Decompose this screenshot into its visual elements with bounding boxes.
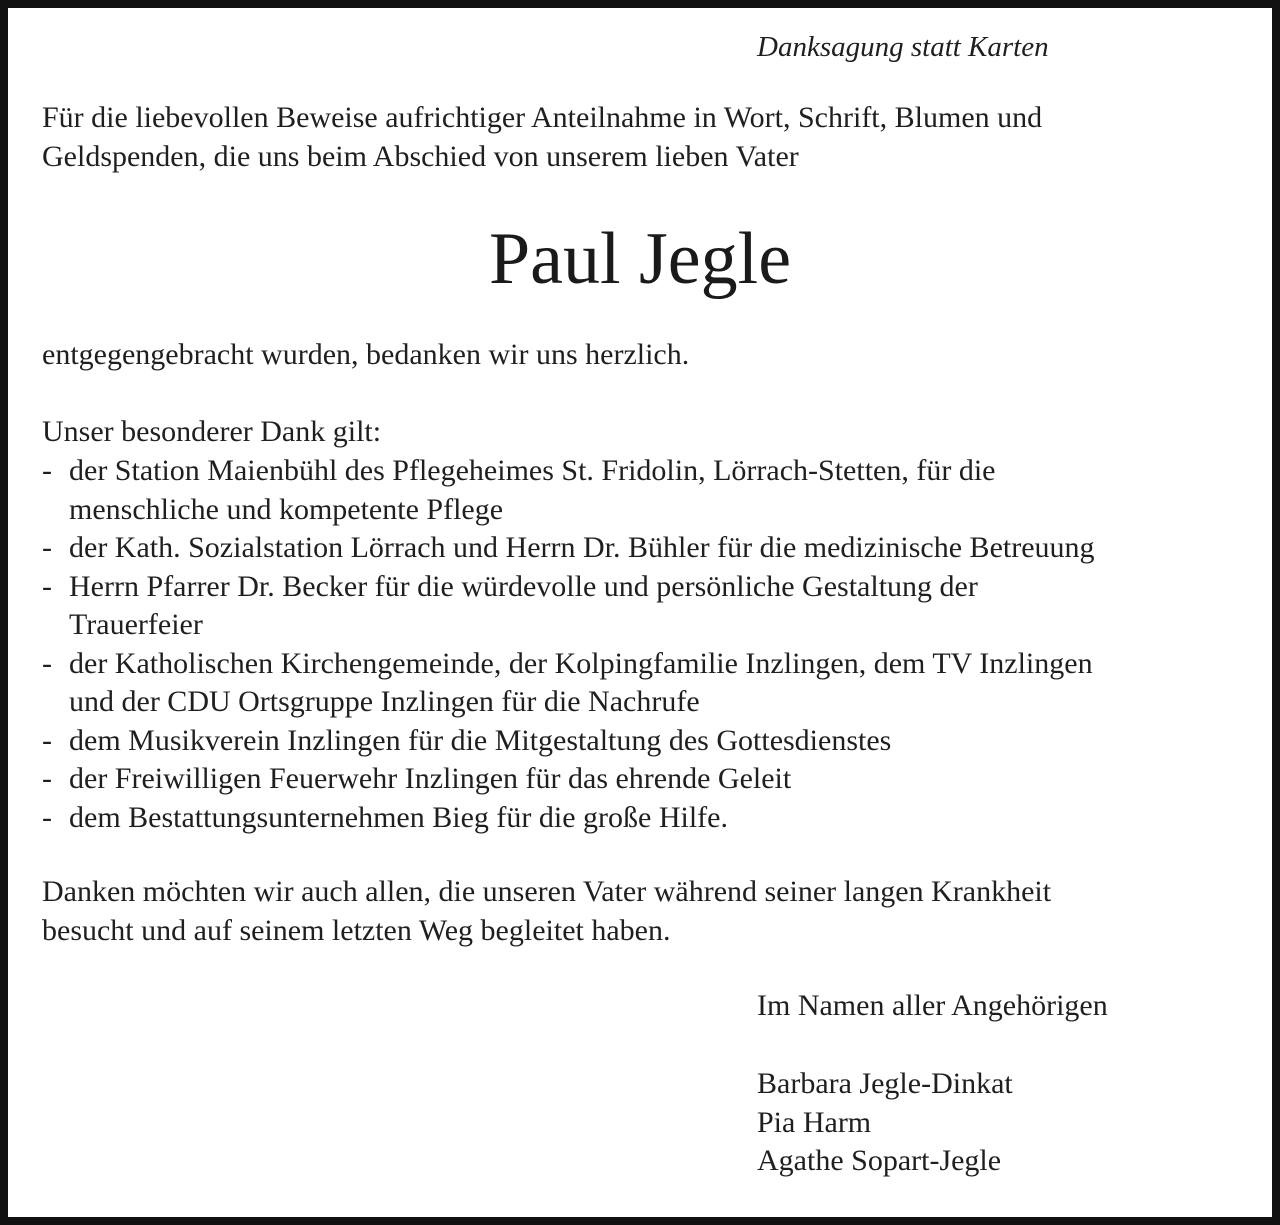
list-item: [42, 799, 1242, 838]
list-item: [42, 760, 1242, 799]
bullet-dash: -: [42, 723, 52, 757]
closing-paragraph: [42, 873, 1051, 950]
intro-line: Für die liebevollen Beweise aufrichtiger Anteilnahme in Wort, Schrift, Blumen und: [42, 101, 1043, 134]
deceased-name: Paul Jegle: [488, 218, 792, 300]
thanks-statement: entgegengebracht wurden, bedanken wir uns herzlich.: [42, 338, 690, 371]
list-item: [42, 568, 1242, 645]
list-item-line: und der CDU Ortsgruppe Inzlingen für die Nachrufe: [69, 685, 700, 718]
signatory-name: Barbara Jegle-Dinkat: [757, 1067, 1013, 1100]
closing-line: Danken möchten wir auch allen, die unseren Vater während seiner langen Krankheit: [42, 875, 1052, 908]
closing-line: besucht und auf seinem letzten Weg begleitet haben.: [42, 913, 671, 947]
bullet-dash: -: [42, 454, 52, 487]
list-item-line: Trauerfeier: [69, 608, 203, 641]
bullet-dash: -: [42, 569, 52, 603]
list-item-line: der Katholischen Kirchengemeinde, der Kolpingfamilie Inzlingen, dem TV Inzlingen: [69, 646, 1093, 680]
signatory-name: Pia Harm: [757, 1105, 872, 1139]
bullet-dash: -: [42, 646, 52, 680]
signoff: Im Namen aller Angehörigen: [757, 989, 1108, 1022]
list-item-line: Herrn Pfarrer Dr. Becker für die würdevolle und persönliche Gestaltung der: [69, 569, 978, 603]
signatory-list: [757, 1065, 1013, 1181]
signatory-name: Agathe Sopart-Jegle: [757, 1144, 1002, 1177]
intro-paragraph: [42, 99, 1242, 176]
list-item: [42, 452, 1242, 529]
bullet-dash: -: [42, 762, 52, 795]
list-item: [42, 645, 1242, 722]
list-item: [42, 529, 1242, 568]
intro-line: Geldspenden, die uns beim Abschied von unserem lieben Vater: [42, 139, 799, 173]
list-item-line: dem Bestattungsunternehmen Bieg für die große Hilfe.: [69, 800, 728, 834]
thanks-heading: Unser besonderer Dank gilt:: [42, 415, 382, 448]
list-item-line: der Station Maienbühl des Pflegeheimes St. Fridolin, Lörrach-Stetten, für die: [69, 454, 996, 487]
list-item: [42, 722, 1242, 761]
list-item-line: der Freiwilligen Feuerwehr Inzlingen für das ehrende Geleit: [69, 762, 792, 795]
list-item-line: dem Musikverein Inzlingen für die Mitgestaltung des Gottesdienstes: [69, 723, 892, 757]
bullet-dash: -: [42, 531, 52, 564]
list-item-line: menschliche und kompetente Pflege: [69, 492, 504, 526]
list-item-line: der Kath. Sozialstation Lörrach und Herrn Dr. Bühler für die medizinische Betreuung: [69, 531, 1095, 564]
bullet-dash: -: [42, 800, 52, 834]
header-note: Danksagung statt Karten: [757, 31, 1049, 63]
thanks-list: [42, 452, 1242, 837]
